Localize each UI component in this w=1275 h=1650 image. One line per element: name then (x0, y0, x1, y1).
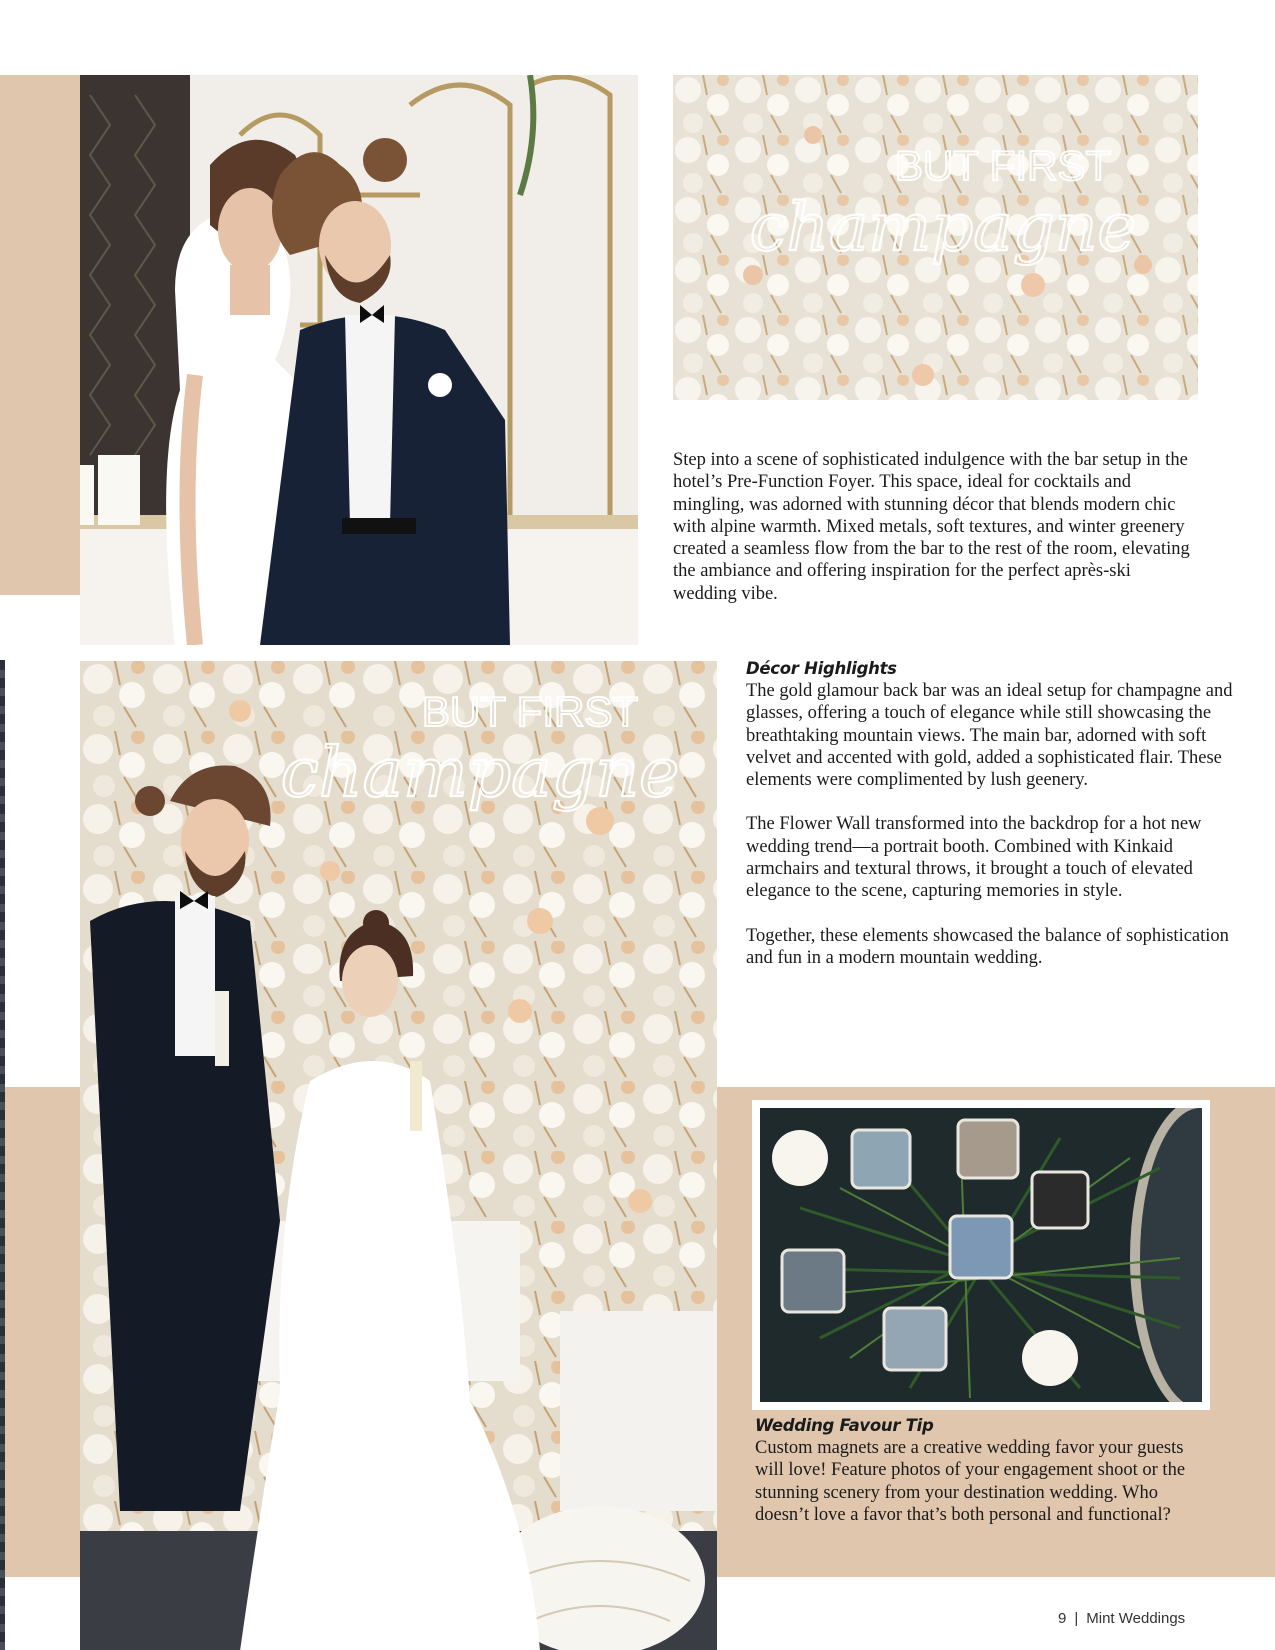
neon-sign-flower-wall-photo (673, 75, 1198, 400)
wedding-favour-tip-section (755, 1415, 1215, 1526)
decor-highlights-section (746, 658, 1234, 991)
svg-text:BUT FIRST: BUT FIRST (421, 688, 639, 735)
decor-paragraph-3: Together, these elements showcased the balance of sophistication and fun in a modern mountain wedding. (746, 925, 1229, 968)
magnets-photo-frame (752, 1100, 1210, 1410)
page-folio (1058, 1610, 1185, 1627)
decor-paragraph-1: The gold glamour back bar was an ideal setup for champagne and glasses, offering a touch of elegance while still showcasing the breathtaking mountain views. The main bar, adorned with soft velvet and accented with gold, added a sophisticated flair. These elements were complimented by lush geenery. (746, 681, 1233, 791)
folio-separator: | (1074, 1610, 1079, 1627)
publication-name: Mint Weddings (1086, 1610, 1186, 1627)
tip-text: Custom magnets are a creative wedding favor your guests will love! Feature photos of your engagement shoot or the stunning scenery from your destination wedding. Who doesn’t love a favor that’s both personal and functional? (755, 1438, 1186, 1525)
left-edge-photo-strip (0, 660, 5, 1650)
page-number: 9 (1058, 1610, 1067, 1627)
decor-paragraph-2: The Flower Wall transformed into the backdrop for a hot new wedding trend—a portrait booth. Combined with Kinkaid armchairs and textural throws, it brought a touch of elevated elegance to the scene, capturing memories in style. (746, 814, 1202, 902)
svg-text:champagne: champagne (749, 189, 1137, 266)
custom-magnets-photo (760, 1108, 1202, 1402)
svg-text:champagne: champagne (280, 734, 680, 813)
tip-heading: Wedding Favour Tip (755, 1416, 934, 1435)
svg-text:BUT FIRST: BUT FIRST (894, 142, 1112, 189)
beige-band-top-left (0, 75, 80, 595)
intro-paragraph (673, 449, 1193, 605)
intro-text: Step into a scene of sophisticated indulgence with the bar setup in the hotel’s Pre-Function Foyer. This space, ideal for cocktails and mingling, was adorned with stunning décor that blends modern chic with alpine warmth. Mixed metals, soft textures, and winter greenery created a seamless flow from the bar to the rest of the room, elevating the ambiance and offering inspiration for the perfect après-ski wedding vibe. (673, 450, 1190, 604)
couple-at-bar-photo (80, 75, 638, 645)
couple-portrait-booth-photo (80, 661, 717, 1650)
decor-heading: Décor Highlights (746, 659, 897, 678)
